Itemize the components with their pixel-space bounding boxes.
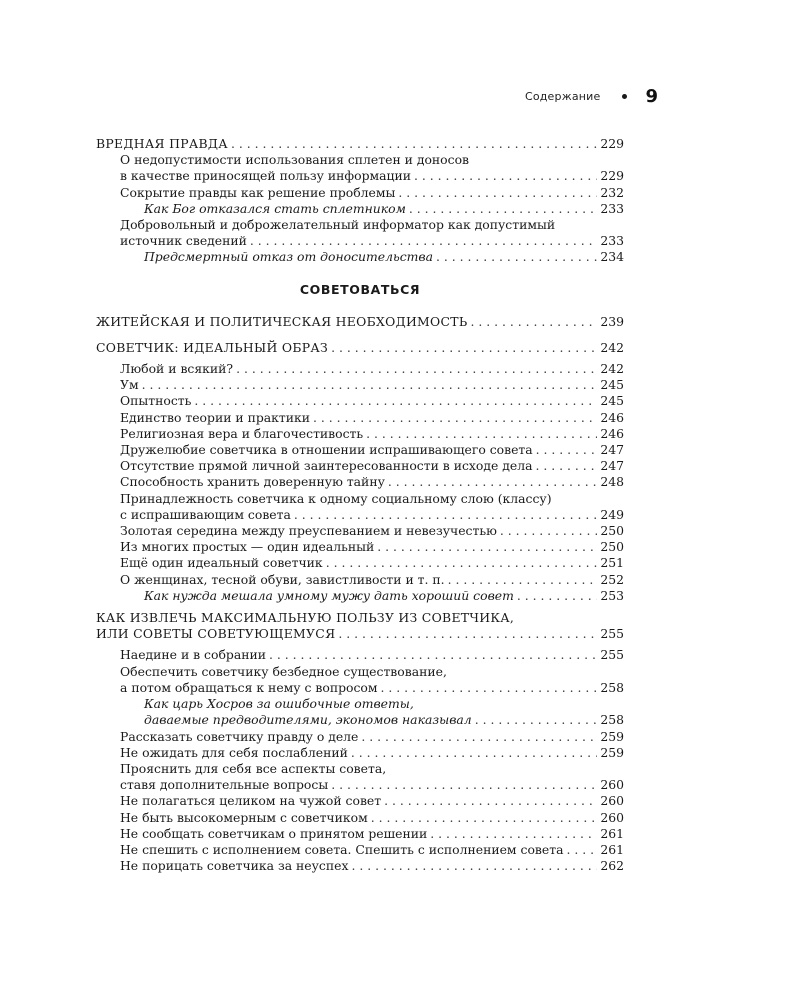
- table-of-contents: [96, 136, 624, 874]
- toc-entry-title: ЖИТЕЙСКАЯ И ПОЛИТИЧЕСКАЯ НЕОБХОДИМОСТЬ: [96, 313, 468, 329]
- toc-entry-page: 251: [600, 555, 624, 571]
- toc-entry-section[interactable]: [96, 233, 624, 249]
- toc-entry-page: 247: [600, 458, 624, 474]
- dot-leader: [351, 745, 597, 761]
- toc-entry-title: Не порицать советчика за неуспех: [120, 858, 349, 874]
- dot-leader: [371, 810, 598, 826]
- toc-entry-page: 249: [600, 506, 624, 522]
- toc-entry-page: 229: [600, 136, 624, 151]
- toc-entry-story[interactable]: [96, 712, 624, 728]
- dot-leader: [331, 340, 597, 356]
- dot-leader: [331, 777, 597, 793]
- toc-entry-section[interactable]: [96, 523, 624, 539]
- toc-entry-page: 258: [600, 679, 624, 695]
- toc-entry-page: 233: [600, 200, 624, 216]
- toc-entry-page: 246: [600, 409, 624, 425]
- dot-leader: [269, 647, 597, 663]
- toc-entry-section[interactable]: [96, 539, 624, 555]
- toc-entry-section[interactable]: [96, 410, 624, 426]
- toc-entry-section[interactable]: [96, 426, 624, 442]
- toc-entry-page: 234: [600, 249, 624, 265]
- toc-entry-title: Способность хранить доверенную тайну: [120, 474, 385, 490]
- toc-entry-page: 232: [600, 184, 624, 200]
- toc-entry-section[interactable]: [96, 842, 624, 858]
- toc-entry-title: Опытность: [120, 393, 192, 409]
- toc-entry-section[interactable]: [96, 745, 624, 761]
- toc-entry-title: ВРЕДНАЯ ПРАВДА: [96, 136, 228, 151]
- dot-leader: [236, 361, 597, 377]
- dot-leader: [194, 393, 597, 409]
- toc-entry-page: 250: [600, 539, 624, 555]
- toc-entry-story[interactable]: [96, 249, 624, 265]
- toc-entry-section[interactable]: [96, 858, 624, 874]
- toc-entry-page: 261: [600, 825, 624, 841]
- toc-entry-title-line: О недопустимости использования сплетен и доносов: [120, 152, 470, 168]
- toc-entry-title: Золотая середина между преуспеванием и невезучестью: [120, 523, 497, 539]
- toc-entry-section[interactable]: [96, 474, 624, 490]
- toc-entry-title-line: Принадлежность советчика к одному социальному слою (классу): [120, 490, 552, 506]
- toc-entry-section[interactable]: [96, 377, 624, 393]
- dot-leader: [566, 842, 597, 858]
- dot-leader: [381, 680, 598, 696]
- toc-entry-story[interactable]: [96, 201, 624, 217]
- dot-leader: [430, 826, 597, 842]
- toc-entry-section[interactable]: [96, 507, 624, 523]
- toc-entry-section[interactable]: [96, 555, 624, 571]
- toc-entry-page: 260: [600, 793, 624, 809]
- toc-entry-section[interactable]: [96, 185, 624, 201]
- toc-entry-page: 258: [600, 712, 624, 728]
- dot-leader: [398, 185, 597, 201]
- toc-entry-page: 245: [600, 377, 624, 393]
- toc-entry-section[interactable]: [96, 442, 624, 458]
- dot-leader: [517, 588, 597, 604]
- toc-entry-title: Как нужда мешала умному мужу дать хороший совет: [144, 587, 514, 603]
- running-header-title: Содержание: [524, 89, 601, 103]
- dot-leader: [409, 201, 597, 217]
- dot-leader: [436, 249, 597, 265]
- toc-entry-page: 239: [600, 313, 624, 329]
- toc-entry-page: 242: [600, 339, 624, 355]
- toc-entry-section[interactable]: [96, 647, 624, 663]
- toc-entry-title: источник сведений: [120, 233, 247, 249]
- running-header: [525, 86, 658, 106]
- toc-entry-page: 260: [600, 777, 624, 793]
- toc-entry-title-line: КАК ИЗВЛЕЧЬ МАКСИМАЛЬНУЮ ПОЛЬЗУ ИЗ СОВЕТЧИКА,: [96, 610, 515, 626]
- dot-leader: [142, 377, 598, 393]
- toc-entry-title: Единство теории и практики: [120, 409, 311, 425]
- toc-entry-title: ставя дополнительные вопросы: [120, 777, 329, 793]
- toc-entry-section[interactable]: [96, 361, 624, 377]
- dot-leader: [536, 442, 598, 458]
- dot-leader: [388, 474, 597, 490]
- dot-leader: [500, 523, 597, 539]
- toc-entry-page: 233: [600, 233, 624, 249]
- toc-entry-title: в качестве приносящей пользу информации: [120, 168, 412, 184]
- toc-entry-title-line: Прояснить для себя все аспекты совета,: [120, 760, 387, 776]
- toc-entry-section[interactable]: [96, 168, 624, 184]
- toc-entry-title: Отсутствие прямой личной заинтересованности в исходе дела: [120, 458, 533, 474]
- toc-entry-page: 253: [600, 587, 624, 603]
- toc-entry-section[interactable]: [96, 777, 624, 793]
- toc-entry-title-line: Обеспечить советчику безбедное существование,: [120, 663, 447, 679]
- dot-leader: [338, 626, 597, 642]
- toc-entry-title: Наедине и в собрании: [120, 647, 267, 663]
- toc-entry-title: Сокрытие правды как решение проблемы: [120, 184, 396, 200]
- bullet-separator-icon: [622, 94, 627, 99]
- toc-entry-title: Ещё один идеальный советчик: [120, 555, 323, 571]
- part-heading: СОВЕТОВАТЬСЯ: [299, 281, 421, 297]
- toc-entry-title: с испрашивающим совета: [120, 506, 291, 522]
- toc-entry-title-line: Как царь Хосров за ошибочные ответы,: [144, 696, 414, 712]
- dot-leader: [414, 168, 597, 184]
- toc-entry-section[interactable]: [96, 393, 624, 409]
- toc-entry-page: 229: [600, 168, 624, 184]
- toc-entry-title: Не ожидать для себя послаблений: [120, 744, 348, 760]
- toc-entry-page: 255: [600, 626, 624, 642]
- dot-leader: [471, 314, 598, 330]
- toc-entry-title: Предсмертный отказ от доносительства: [144, 249, 434, 265]
- toc-entry-title: Не спешить с исполнением совета. Спешить с исполнением совета: [120, 841, 564, 857]
- dot-leader: [535, 458, 597, 474]
- toc-entry-page: 248: [600, 474, 624, 490]
- toc-entry-title: Как Бог отказался стать сплетником: [144, 200, 406, 216]
- toc-entry-chapter[interactable]: [96, 626, 624, 642]
- toc-entry-title: а потом обращаться к нему с вопросом: [120, 679, 378, 695]
- toc-entry-title: Не сообщать советчикам о принятом решении: [120, 825, 428, 841]
- toc-entry-title: Не полагаться целиком на чужой совет: [120, 793, 382, 809]
- toc-entry-page: 255: [600, 647, 624, 663]
- dot-leader: [366, 426, 597, 442]
- toc-entry-title: Из многих простых — один идеальный: [120, 539, 375, 555]
- toc-entry-title: О женщинах, тесной обуви, завистливости и т. п.: [120, 571, 445, 587]
- dot-leader: [231, 136, 597, 152]
- toc-entry-title: Дружелюбие советчика в отношении испрашивающего совета: [120, 442, 533, 458]
- toc-entry-page: 250: [600, 523, 624, 539]
- toc-entry-page: 262: [600, 858, 624, 874]
- toc-entry-section[interactable]: [96, 810, 624, 826]
- toc-entry-page: 261: [600, 841, 624, 857]
- toc-entry-title-line: Добровольный и доброжелательный информатор как допустимый: [120, 217, 556, 233]
- dot-leader: [384, 793, 597, 809]
- toc-entry-title: даваемые предводителями, экономов наказывал: [144, 712, 472, 728]
- toc-entry-title: Не быть высокомерным с советчиком: [120, 809, 368, 825]
- toc-entry-page: 247: [600, 442, 624, 458]
- dot-leader: [294, 507, 597, 523]
- toc-entry-page: 252: [600, 571, 624, 587]
- toc-entry-title: Ум: [120, 377, 139, 393]
- toc-entry-page: 246: [600, 425, 624, 441]
- dot-leader: [475, 712, 598, 728]
- toc-entry-chapter[interactable]: [96, 314, 624, 330]
- dot-leader: [377, 539, 597, 555]
- toc-entry-chapter[interactable]: [96, 136, 624, 152]
- toc-entry-title: ИЛИ СОВЕТЫ СОВЕТУЮЩЕМУСЯ: [96, 626, 336, 642]
- toc-entry-title: Религиозная вера и благочестивость: [120, 425, 364, 441]
- toc-entry-page: 242: [600, 361, 624, 377]
- toc-entry-page: 259: [600, 728, 624, 744]
- toc-entry-section[interactable]: [96, 793, 624, 809]
- dot-leader: [448, 572, 598, 588]
- dot-leader: [313, 410, 597, 426]
- toc-entry-chapter[interactable]: [96, 340, 624, 356]
- toc-entry-section[interactable]: [96, 572, 624, 588]
- toc-entry-title: Рассказать советчику правду о деле: [120, 728, 359, 744]
- dot-leader: [326, 555, 598, 571]
- page-number: 9: [645, 85, 658, 107]
- toc-entry-section[interactable]: [96, 458, 624, 474]
- dot-leader: [361, 729, 597, 745]
- toc-entry-section[interactable]: [96, 826, 624, 842]
- toc-entry-story[interactable]: [96, 588, 624, 604]
- toc-entry-section[interactable]: [96, 729, 624, 745]
- dot-leader: [250, 233, 597, 249]
- toc-entry-page: 245: [600, 393, 624, 409]
- toc-entry-page: 259: [600, 744, 624, 760]
- toc-entry-section[interactable]: [96, 680, 624, 696]
- toc-entry-title: Любой и всякий?: [120, 361, 234, 377]
- toc-entry-page: 260: [600, 809, 624, 825]
- dot-leader: [351, 858, 597, 874]
- toc-entry-title: СОВЕТЧИК: ИДЕАЛЬНЫЙ ОБРАЗ: [96, 339, 329, 355]
